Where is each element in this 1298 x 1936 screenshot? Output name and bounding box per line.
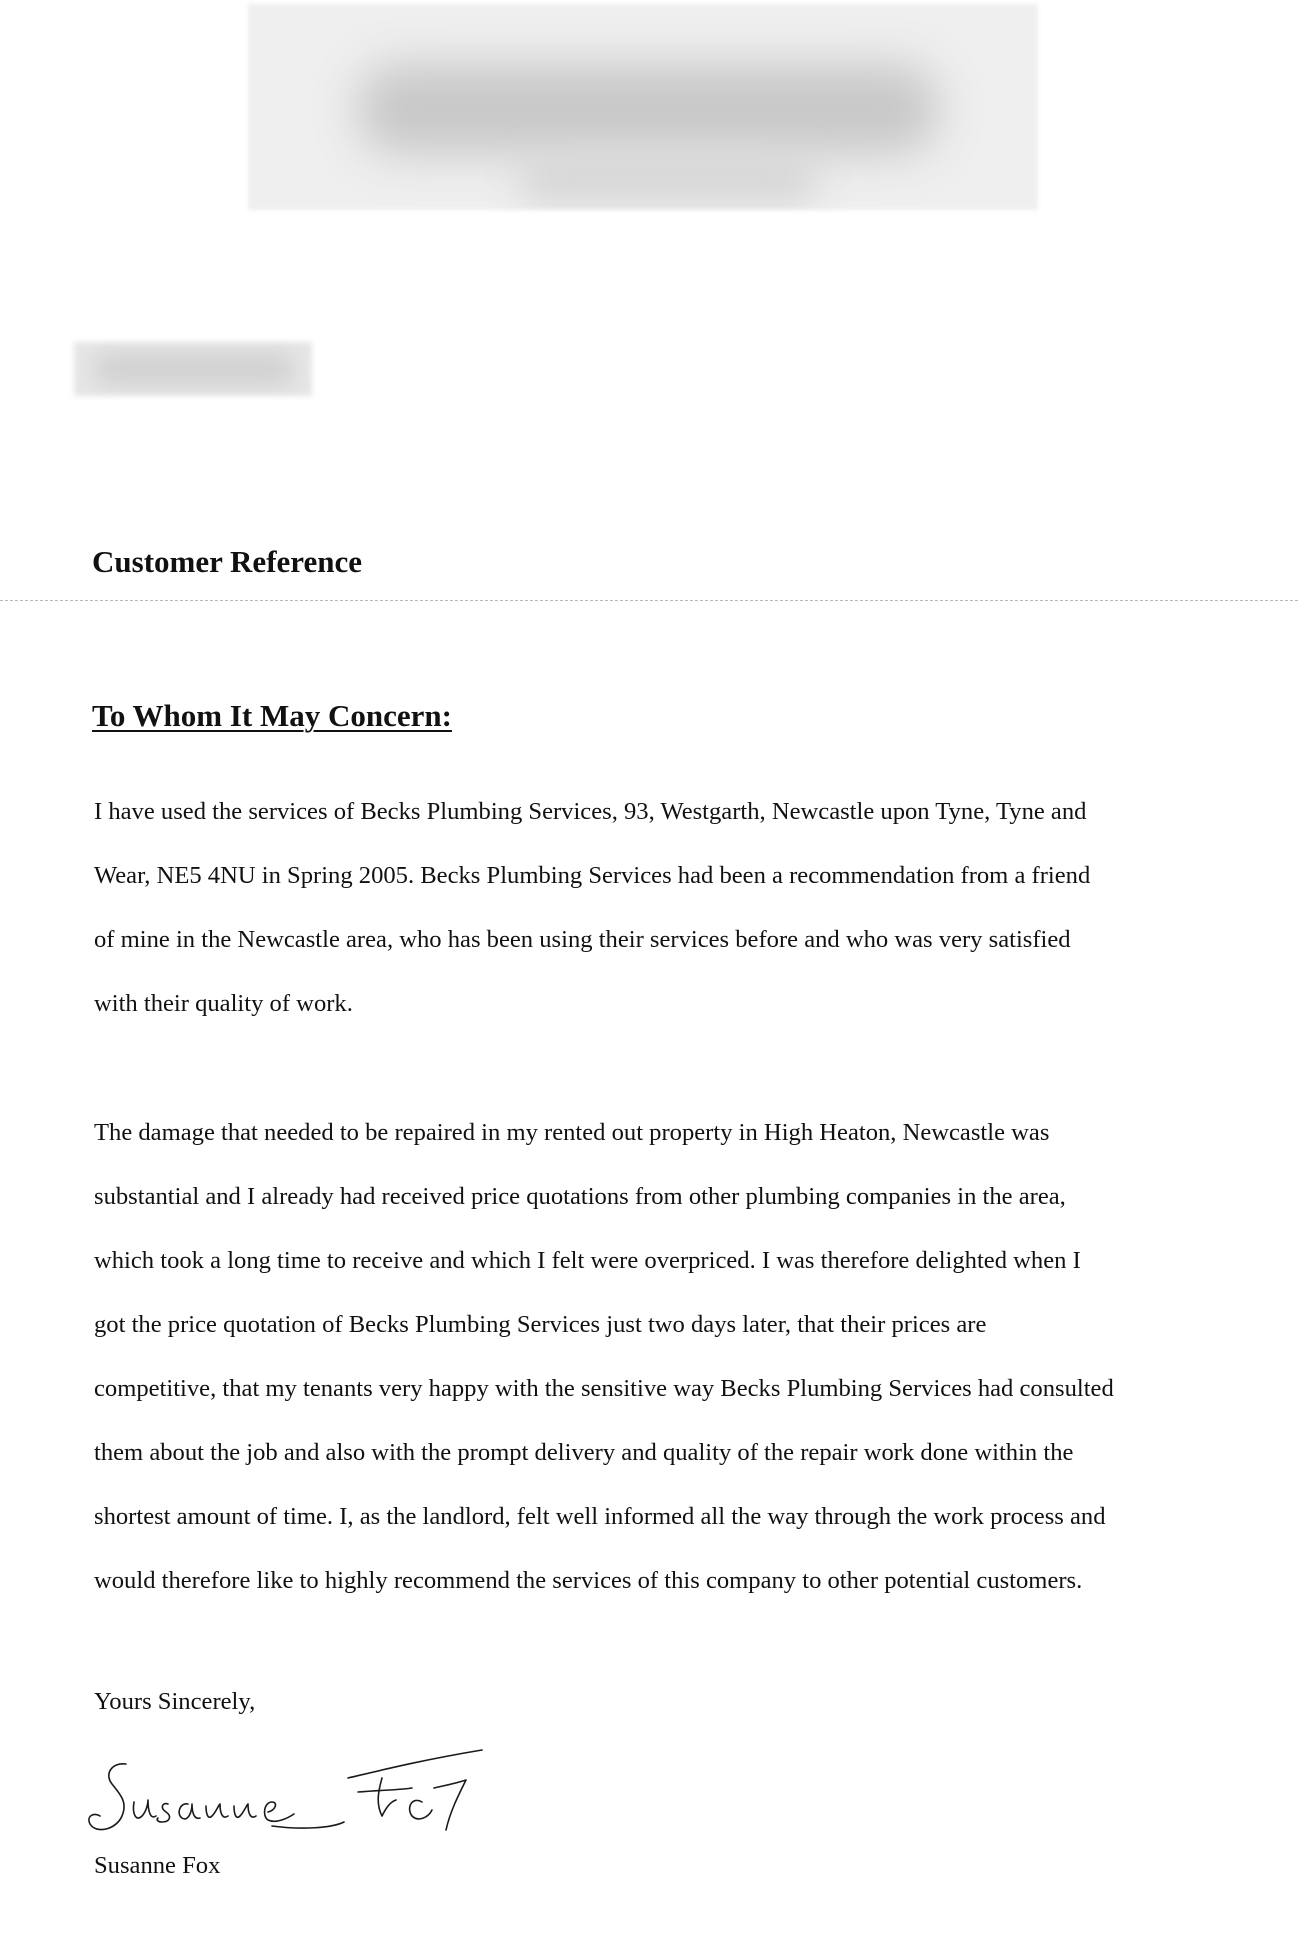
paragraph-line: substantial and I already had received price quotations from other plumbing companies in the area, [94, 1183, 1066, 1210]
paragraph-line: them about the job and also with the prompt delivery and quality of the repair work done within the [94, 1439, 1074, 1466]
paragraph-line: shortest amount of time. I, as the landlord, felt well informed all the way through the work process and [94, 1503, 1106, 1530]
redacted-date [74, 342, 312, 396]
handwritten-signature-icon [82, 1742, 502, 1850]
paragraph-2 [94, 1101, 1264, 1613]
paragraph-line: got the price quotation of Becks Plumbing Services just two days later, that their prices are [94, 1311, 987, 1338]
paragraph-line: with their quality of work. [94, 990, 353, 1017]
paragraph-line: would therefore like to highly recommend the services of this company to other potential customers. [94, 1567, 1083, 1594]
paragraph-line: Wear, NE5 4NU in Spring 2005. Becks Plumbing Services had been a recommendation from a friend [94, 862, 1091, 889]
divider-line [0, 600, 1298, 601]
paragraph-line: which took a long time to receive and which I felt were overpriced. I was therefore delighted when I [94, 1247, 1081, 1274]
closing: Yours Sincerely, [94, 1688, 256, 1715]
redacted-letterhead [248, 4, 1038, 210]
signer-name: Susanne Fox [94, 1852, 221, 1879]
paragraph-1 [94, 780, 1264, 1036]
paragraph-line: competitive, that my tenants very happy with the sensitive way Becks Plumbing Services had consulted [94, 1375, 1114, 1402]
paragraph-line: of mine in the Newcastle area, who has been using their services before and who was very satisfied [94, 926, 1071, 953]
paragraph-line: I have used the services of Becks Plumbing Services, 93, Westgarth, Newcastle upon Tyne, Tyne and [94, 798, 1087, 825]
paragraph-line: The damage that needed to be repaired in my rented out property in High Heaton, Newcastle was [94, 1119, 1050, 1146]
salutation: To Whom It May Concern: [92, 698, 452, 733]
document-title: Customer Reference [92, 544, 362, 579]
